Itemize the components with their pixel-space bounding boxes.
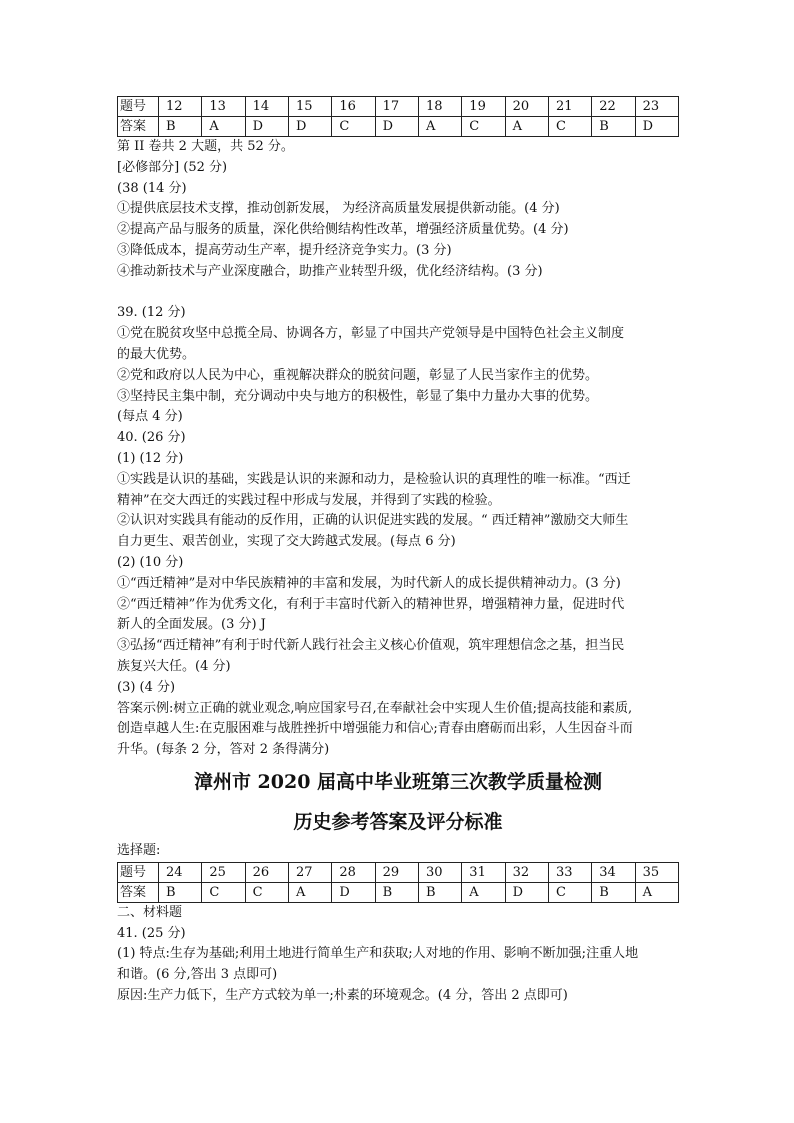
text-line: 答案示例:树立正确的就业观念,响应国家号召,在奉献社会中实现人生价值;提高技能和素质,: [117, 700, 633, 716]
text-line: (3) (4 分): [117, 679, 176, 695]
answer-key-page: [117, 96, 679, 1007]
cell: C: [245, 882, 288, 902]
text-line: ④推动新技术与产业深度融合，助推产业转型升级，优化经济结构。(3 分): [117, 263, 543, 279]
cell: C: [548, 117, 591, 137]
cell: 19: [462, 97, 505, 117]
text-line: ①提供底层技术支撑，推动创新发展， 为经济高质量发展提供新动能。(4 分): [117, 201, 560, 217]
cell: B: [159, 117, 202, 137]
cell: A: [288, 882, 331, 902]
text-line: ②提高产品与服务的质量，深化供给侧结构性改革，增强经济质量优势。(4 分): [117, 222, 569, 238]
cell: 30: [418, 862, 461, 882]
text-line: [必修部分] (52 分): [117, 159, 228, 175]
exam-title: 漳州市 2020 届高中毕业班第三次教学质量检测: [193, 770, 603, 793]
cell: B: [592, 882, 635, 902]
history-answers: [117, 903, 679, 1007]
text-line: 精神”在交大西迁的实践过程中形成与发展，并得到了实践的检验。: [117, 492, 501, 508]
cell: 33: [548, 862, 591, 882]
row-header: 题号: [118, 97, 159, 117]
text-line: ③坚持民主集中制，充分调动中央与地方的积极性，彰显了集中力量办大事的优势。: [117, 388, 599, 404]
row-header: 答案: [118, 117, 159, 137]
text-line: 和谐。(6 分,答出 3 点即可): [117, 967, 278, 983]
cell: D: [505, 882, 548, 902]
cell: 29: [375, 862, 418, 882]
cell: 28: [332, 862, 375, 882]
text-line: 原因:生产力低下，生产方式较为单一;朴素的环境观念。(4 分，答出 2 点即可): [117, 987, 568, 1003]
text-line: ①党在脱贫攻坚中总揽全局、协调各方，彰显了中国共产党领导是中国特色社会主义制度: [117, 326, 625, 342]
cell: 13: [202, 97, 245, 117]
cell: 24: [159, 862, 202, 882]
text-line: ①“西迁精神”是对中华民族精神的丰富和发展，为时代新人的成长提供精神动力。(3 分): [117, 575, 621, 591]
cell: 15: [288, 97, 331, 117]
text-line: 升华。(每条 2 分，答对 2 条得满分): [117, 742, 330, 758]
answer-table-2: [117, 862, 679, 903]
cell: D: [635, 117, 678, 137]
text-line: 二、材料题: [117, 904, 183, 920]
answer-table-1: [117, 96, 679, 137]
cell: A: [462, 882, 505, 902]
question-number-row: [118, 862, 679, 882]
cell: 25: [202, 862, 245, 882]
cell: B: [592, 117, 635, 137]
text-line: 的最大优势。: [117, 346, 196, 362]
cell: 17: [375, 97, 418, 117]
cell: 21: [548, 97, 591, 117]
blank-line: [117, 283, 679, 304]
cell: 20: [505, 97, 548, 117]
cell: 14: [245, 97, 288, 117]
text-line: 创造卓越人生:在克服困难与战胜挫折中增强能力和信心;青春由磨砺而出彩，人生因奋斗而: [117, 721, 633, 737]
text-line: ②党和政府以人民为中心，重视解决群众的脱贫问题，彰显了人民当家作主的优势。: [117, 367, 599, 383]
text-line: ②认识对实践具有能动的反作用，正确的认识促进实践的发展。“ 西迁精神”激励交大师生: [117, 513, 629, 529]
text-line: 新人的全面发展。(3 分) J: [117, 617, 266, 633]
cell: A: [202, 117, 245, 137]
cell: D: [245, 117, 288, 137]
cell: B: [375, 882, 418, 902]
cell: A: [635, 882, 678, 902]
cell: A: [418, 117, 461, 137]
text-line: ③弘扬“西迁精神”有利于时代新人践行社会主义核心价值观，筑牢理想信念之基，担当民: [117, 638, 625, 654]
question-number-row: [118, 97, 679, 117]
section-title: 历史参考答案及评分标准: [293, 810, 503, 833]
text-line: 41. (25 分): [117, 925, 186, 941]
cell: 16: [332, 97, 375, 117]
cell: 34: [592, 862, 635, 882]
text-line: (1) 特点:生存为基础;利用土地进行简单生产和获取;人对地的作用、影响不断加强;注重人地: [117, 946, 639, 962]
text-line: ②“西迁精神”作为优秀文化，有利于丰富时代新入的精神世界，增强精神力量，促进时代: [117, 596, 625, 612]
choice-section-label: 选择题:: [117, 842, 161, 858]
cell: C: [548, 882, 591, 902]
cell: D: [375, 117, 418, 137]
text-line: 族复兴大任。(4 分): [117, 658, 231, 674]
cell: B: [418, 882, 461, 902]
text-line: (38 (14 分): [117, 180, 187, 196]
text-line: (2) (10 分): [117, 554, 184, 570]
cell: C: [462, 117, 505, 137]
politics-answers: [117, 137, 679, 761]
text-line: (每点 4 分): [117, 409, 183, 425]
cell: 27: [288, 862, 331, 882]
text-line: ③降低成本，提高劳动生产率，提升经济竞争实力。(3 分): [117, 242, 452, 258]
cell: 31: [462, 862, 505, 882]
cell: D: [288, 117, 331, 137]
answer-row: [118, 117, 679, 137]
text-line: (1) (12 分): [117, 450, 184, 466]
cell: 22: [592, 97, 635, 117]
cell: 12: [159, 97, 202, 117]
text-line: 40. (26 分): [117, 430, 186, 446]
cell: C: [332, 117, 375, 137]
cell: 35: [635, 862, 678, 882]
text-line: 自力更生、艰苦创业，实现了交大跨越式发展。(每点 6 分): [117, 534, 456, 550]
row-header: 答案: [118, 882, 159, 902]
row-header: 题号: [118, 862, 159, 882]
cell: B: [159, 882, 202, 902]
cell: 18: [418, 97, 461, 117]
cell: 26: [245, 862, 288, 882]
text-line: 39. (12 分): [117, 305, 186, 321]
cell: C: [202, 882, 245, 902]
cell: A: [505, 117, 548, 137]
answer-row: [118, 882, 679, 902]
text-line: ①实践是认识的基础，实践是认识的来源和动力，是检验认识的真理性的唯一标准。“西迁: [117, 471, 631, 487]
cell: 23: [635, 97, 678, 117]
cell: D: [332, 882, 375, 902]
text-line: 第 II 卷共 2 大题，共 52 分。: [117, 139, 294, 154]
cell: 32: [505, 862, 548, 882]
